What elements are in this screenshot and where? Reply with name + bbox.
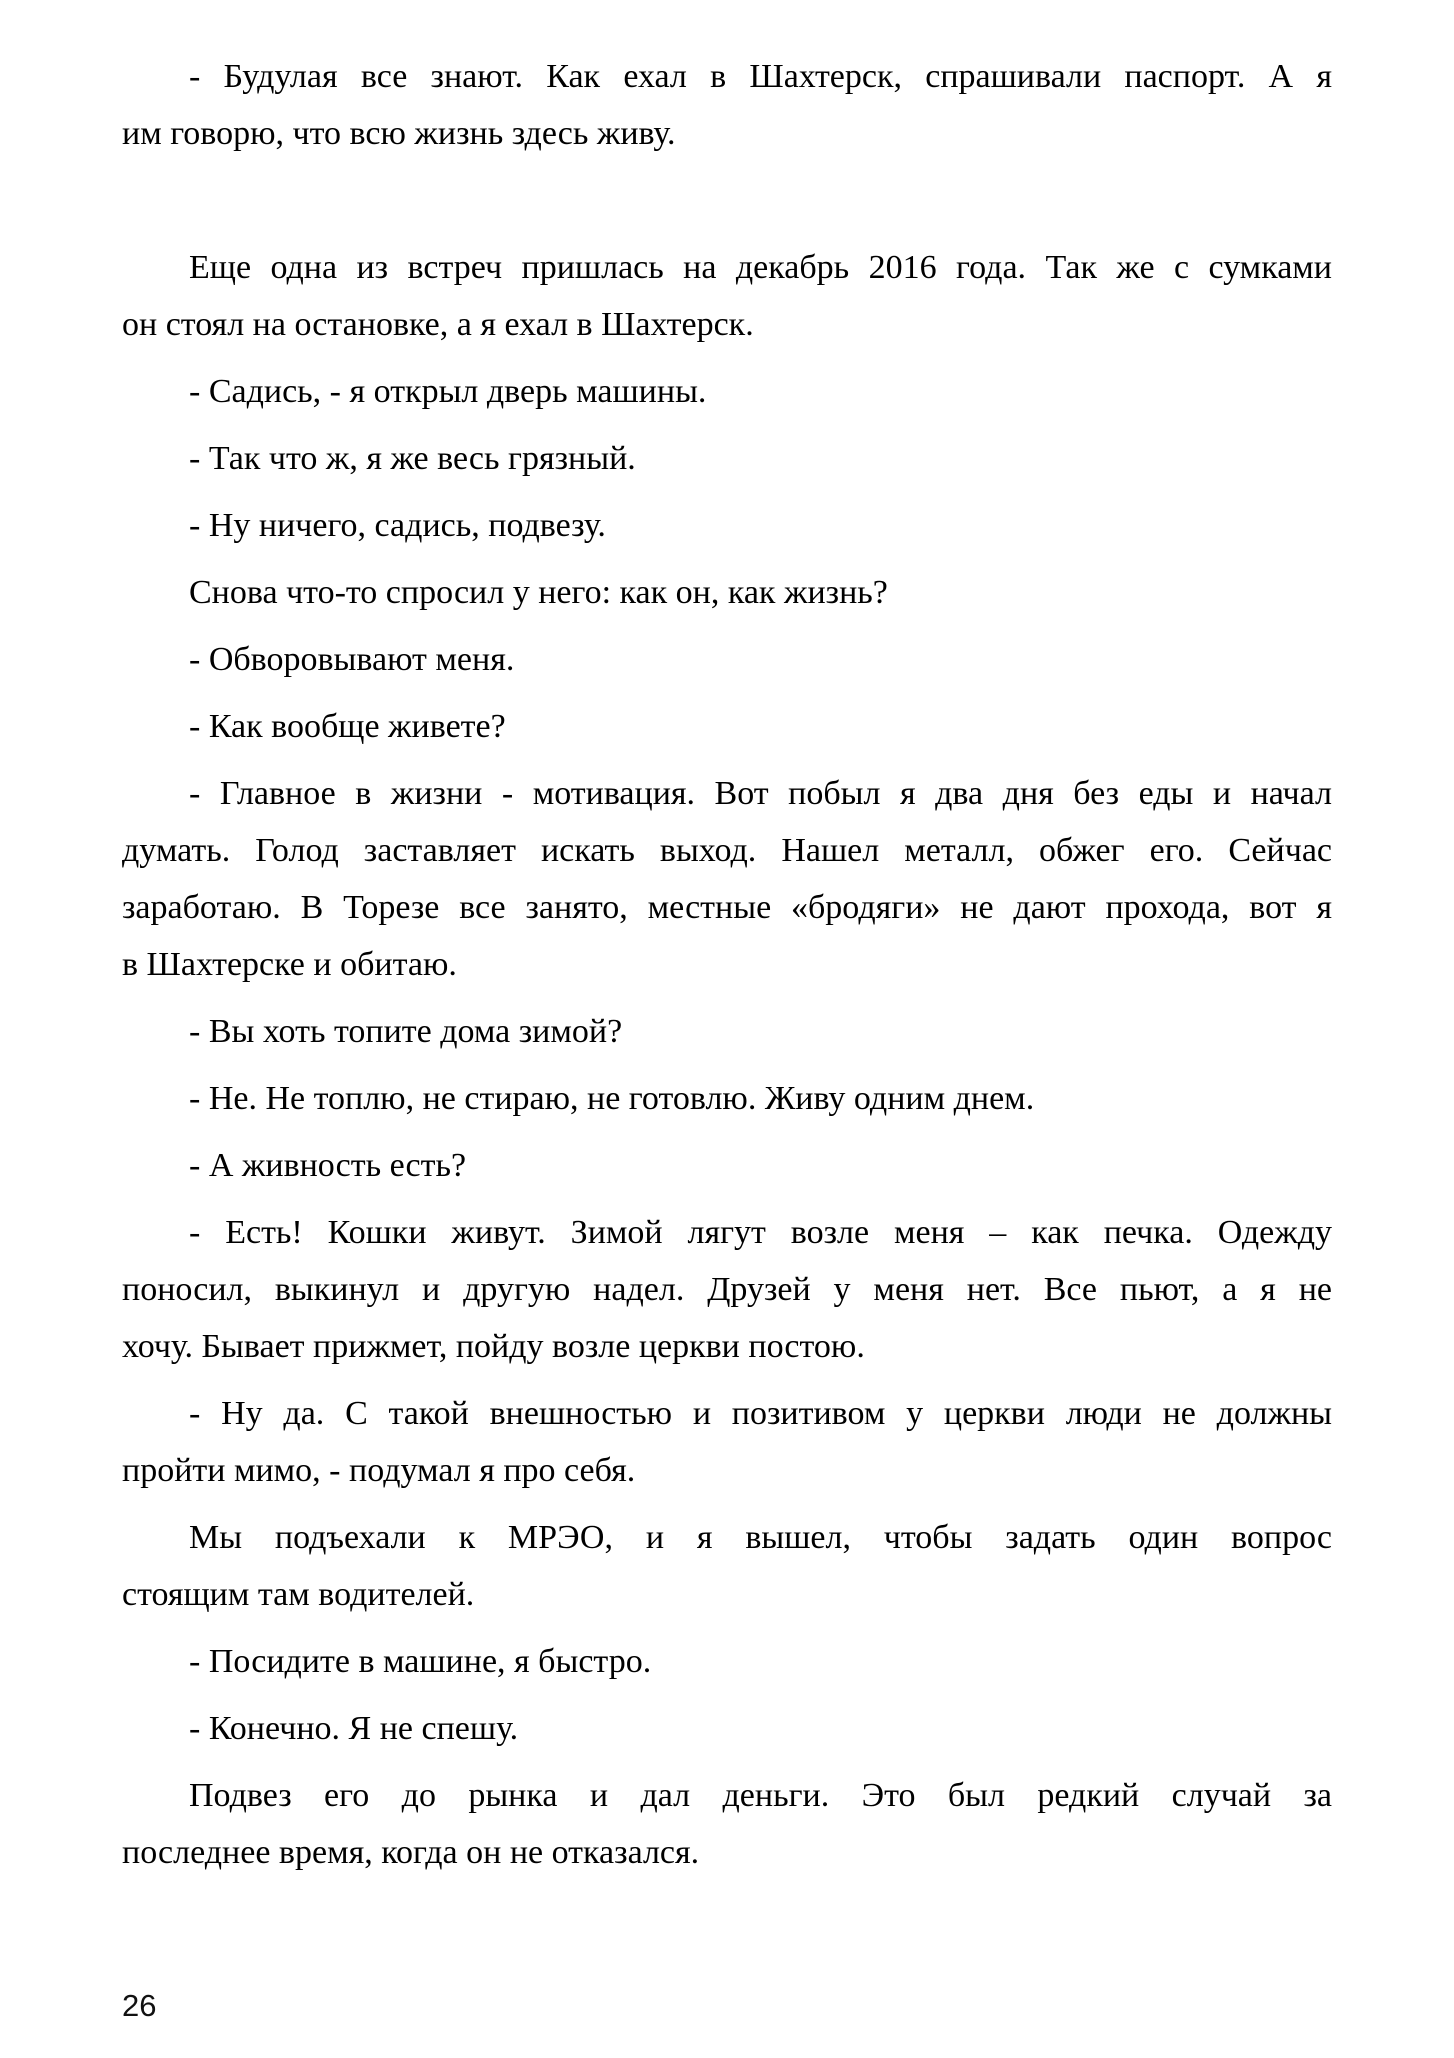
text-line: хочу. Бывает прижмет, пойду возле церкви постою.	[122, 1328, 865, 1365]
paragraph	[122, 1509, 1332, 1623]
text-line: - Ну да. С такой внешностью и позитивом у церкви люди не должны	[189, 1395, 1332, 1432]
text-line: - Садись, - я открыл дверь машины.	[189, 373, 707, 410]
text-line: - Вы хоть топите дома зимой?	[189, 1013, 623, 1050]
paragraph	[122, 48, 1332, 162]
paragraph	[122, 765, 1332, 993]
text-line: - Конечно. Я не спешу.	[189, 1710, 519, 1747]
paragraph	[122, 430, 1332, 487]
text-line: - Посидите в машине, я быстро.	[189, 1643, 652, 1680]
text-line: им говорю, что всю жизнь здесь живу.	[122, 115, 676, 152]
text-line: - Будулая все знают. Как ехал в Шахтерск, спрашивали паспорт. А я	[189, 58, 1332, 95]
text-line: в Шахтерске и обитаю.	[122, 946, 457, 983]
text-line: думать. Голод заставляет искать выход. Нашел металл, обжег его. Сейчас	[122, 832, 1332, 869]
paragraph	[122, 1700, 1332, 1757]
paragraph	[122, 1385, 1332, 1499]
paragraph	[122, 1137, 1332, 1194]
text-line: - Как вообще живете?	[189, 708, 506, 745]
text-line: Еще одна из встреч пришлась на декабрь 2016 года. Так же с сумками	[189, 249, 1332, 286]
text-line: - Обворовывают меня.	[189, 641, 515, 678]
paragraph	[122, 363, 1332, 420]
text-line: Мы подъехали к МРЭО, и я вышел, чтобы задать один вопрос	[189, 1519, 1332, 1556]
text-line: - Ну ничего, садись, подвезу.	[189, 507, 606, 544]
paragraph	[122, 698, 1332, 755]
blank-line	[122, 172, 1332, 229]
text-line: Подвез его до рынка и дал деньги. Это был редкий случай за	[189, 1777, 1332, 1814]
text-line: пройти мимо, - подумал я про себя.	[122, 1452, 636, 1489]
paragraph	[122, 564, 1332, 621]
text-line: последнее время, когда он не отказался.	[122, 1834, 700, 1871]
text-line: заработаю. В Торезе все занято, местные «бродяги» не дают прохода, вот я	[122, 889, 1332, 926]
page-number: 26	[122, 1988, 157, 2023]
paragraph	[122, 1070, 1332, 1127]
paragraph	[122, 172, 1332, 229]
text-line: - Главное в жизни - мотивация. Вот побыл я два дня без еды и начал	[189, 775, 1332, 812]
paragraph	[122, 1204, 1332, 1375]
text-line: Снова что-то спросил у него: как он, как жизнь?	[189, 574, 888, 611]
paragraph	[122, 1633, 1332, 1690]
text-line: поносил, выкинул и другую надел. Друзей у меня нет. Все пьют, а я не	[122, 1271, 1332, 1308]
text-line: - Так что ж, я же весь грязный.	[189, 440, 636, 477]
text-line: - Не. Не топлю, не стираю, не готовлю. Живу одним днем.	[189, 1080, 1035, 1117]
text-line: - Есть! Кошки живут. Зимой лягут возле меня – как печка. Одежду	[189, 1214, 1332, 1251]
paragraph	[122, 631, 1332, 688]
paragraph	[122, 1003, 1332, 1060]
paragraph	[122, 1767, 1332, 1881]
paragraph	[122, 497, 1332, 554]
text-line: - А живность есть?	[189, 1147, 467, 1184]
paragraph	[122, 239, 1332, 353]
body-text	[122, 48, 1332, 1891]
text-line: стоящим там водителей.	[122, 1576, 475, 1613]
text-line: он стоял на остановке, а я ехал в Шахтерск.	[122, 306, 754, 343]
